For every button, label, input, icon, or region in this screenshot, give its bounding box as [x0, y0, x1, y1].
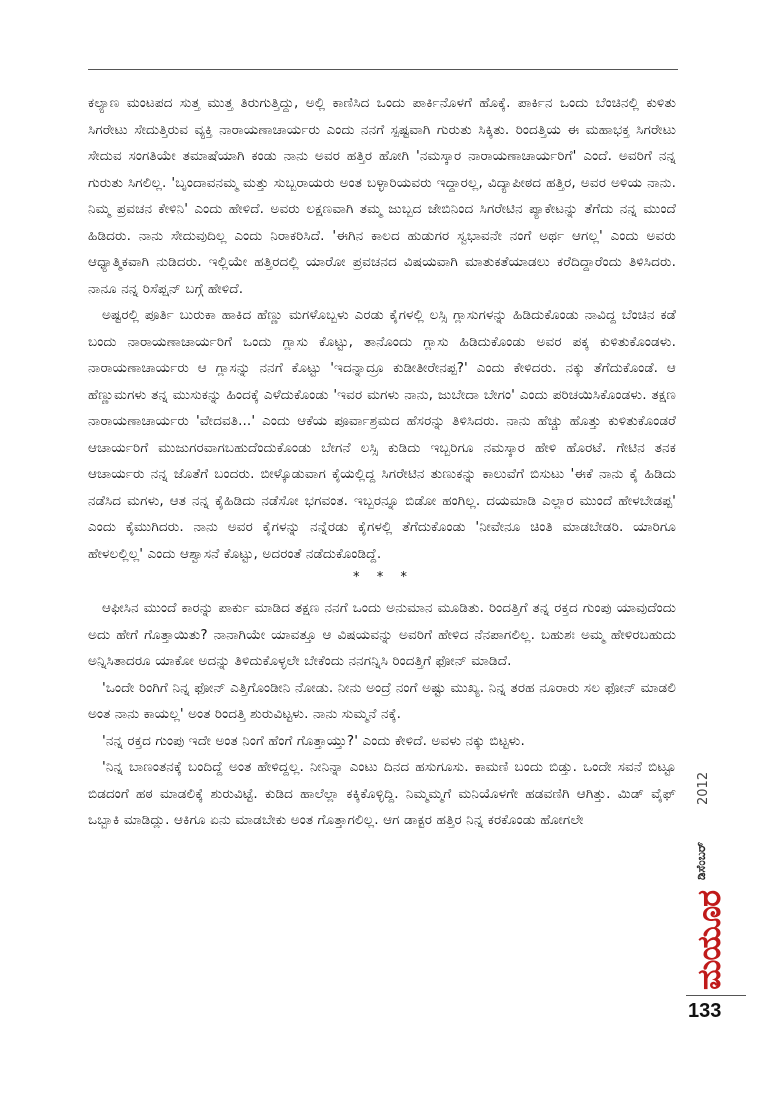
paragraph-4: 'ಒಂದೇ ರಿಂಗಿಗೆ ನಿನ್ನ ಫೋನ್ ಎತ್ತಿಗೊಂಡೀನಿ ನೋಡು. ನೀನು ಅಂದ್ರೆ ನಂಗೆ ಅಷ್ಟು ಮುಖ್ಯ. ನಿನ್ನ ತರಹ ನೂರಾರು ಸಲ ಫೋನ್ ಮಾಡಲಿ ಅಂತ ನಾನು ಕಾಯಲ್ಲ' ಅಂತ ರಿಂದತ್ತಿ ಶುರುವಿಟ್ಟಳು. ನಾನು ಸುಮ್ಮನೆ ನಕ್ಕೆ. — [88, 679, 676, 722]
footer-rule — [686, 995, 746, 996]
paragraph-1: ಕಲ್ಯಾಣ ಮಂಟಪದ ಸುತ್ತ ಮುತ್ತ ತಿರುಗುತ್ತಿದ್ದು, ಅಲ್ಲಿ ಕಾಣಿಸಿದ ಒಂದು ಪಾರ್ಕಿನೊಳಗೆ ಹೊಕ್ಕೆ. ಪಾರ್ಕಿನ ಒಂದು ಬೆಂಚಿನಲ್ಲಿ ಕುಳಿತು ಸಿಗರೇಟು ಸೇದುತ್ತಿರುವ ವ್ಯಕ್ತಿ ನಾರಾಯಣಾಚಾರ್ಯರು ಎಂದು ನನಗೆ ಸ್ಪಷ್ಟವಾಗಿ ಗುರುತು ಸಿಕ್ಕಿತು. ರಿಂದತ್ತಿಯ ಈ ಮಹಾಭಕ್ತ ಸಿಗರೇಟು ಸೇದುವ ಸಂಗತಿಯೇ ತಮಾಷೆಯಾಗಿ ಕಂಡು ನಾನು ಅವರ ಹತ್ತಿರ ಹೋಗಿ 'ನಮಸ್ಕಾರ ನಾರಾಯಣಾಚಾರ್ಯರಿಗೆ' ಎಂದೆ. ಅವರಿಗೆ ನನ್ನ ಗುರುತು ಸಿಗಲಿಲ್ಲ. 'ಬೃಂದಾವನಮ್ಮ ಮತ್ತು ಸುಬ್ಬರಾಯರು ಅಂತ ಬಳ್ಳಾರಿಯವರು ಇದ್ದಾರಲ್ಲ, ವಿದ್ಯಾಪೀಠದ ಹತ್ತಿರ, ಅವರ ಅಳಿಯ ನಾನು. ನಿಮ್ಮ ಪ್ರವಚನ ಕೇಳಿನಿ' ಎಂದು ಹೇಳಿದೆ. ಅವರು ಲಕ್ಷಣವಾಗಿ ತಮ್ಮ ಜುಬ್ಬದ ಜೇಬಿನಿಂದ ಸಿಗರೇಟಿನ ಪ್ಯಾಕೇಟನ್ನು ತೆಗೆದು ನನ್ನ ಮುಂದೆ ಹಿಡಿದರು. ನಾನು ಸೇದುವುದಿಲ್ಲ ಎಂದು ನಿರಾಕರಿಸಿದೆ. 'ಈಗಿನ ಕಾಲದ ಹುಡುಗರ ಸ್ವಭಾವನೇ ನಂಗೆ ಅರ್ಥ ಆಗಲ್ಲ' ಎಂದು ಅವರು ಆಧ್ಯಾತ್ಮಿಕವಾಗಿ ನುಡಿದರು. ಇಲ್ಲಿಯೇ ಹತ್ತಿರದಲ್ಲಿ ಯಾರೋ ಪ್ರವಚನದ ವಿಷಯವಾಗಿ ಮಾತುಕತೆಯಾಡಲು ಕರೆದಿದ್ದಾರೆಂದು ತಿಳಿಸಿದರು. ನಾನೂ ನನ್ನ ರಿಸೆಪ್ಷನ್ ಬಗ್ಗೆ ಹೇಳಿದೆ. — [88, 95, 676, 297]
issue-year: 2012 — [696, 771, 711, 805]
paragraph-5: 'ನನ್ನ ರಕ್ತದ ಗುಂಪು ಇದೇ ಅಂತ ನಿಂಗೆ ಹೆಂಗೆ ಗೊತ್ತಾಯ್ತು?' ಎಂದು ಕೇಳಿದೆ. ಅವಳು ನಕ್ಕು ಬಿಟ್ಟಳು. — [102, 732, 525, 749]
article-body — [88, 90, 676, 834]
top-rule — [88, 69, 678, 70]
paragraph-6: 'ನಿನ್ನ ಬಾಣಂತನಕ್ಕೆ ಬಂದಿದ್ದೆ ಅಂತ ಹೇಳಿದ್ದಲ್ಲ. ನೀನಿನ್ನಾ ಎಂಟು ದಿನದ ಹಸುಗೂಸು. ಕಾಮಣಿ ಬಂದು ಬಿಡ್ತು. ಒಂದೇ ಸವನೆ ಬಿಟ್ಟೂ ಬಿಡದಂಗೆ ಹಠ ಮಾಡಲಿಕ್ಕೆ ಶುರುವಿಟ್ಟೆ. ಕುಡಿದ ಹಾಲೆಲ್ಲಾ ಕಕ್ಕಿಕೊಳ್ಳಿದ್ದಿ. ನಿಮ್ಮಮ್ಮಗೆ ಮನಿಯೊಳಗೇ ಹಡವಣಿಗಿ ಆಗಿತ್ತು. ಮಿಡ್ ವೈಫ್ ಒಬ್ಬಾಕಿ ಮಾಡಿದ್ಲು. ಆಕಿಗೂ ಏನು ಮಾಡಬೇಕು ಅಂತ ಗೊತ್ತಾಗಲಿಲ್ಲ. ಆಗ ಡಾಕ್ಟರ ಹತ್ತಿರ ನಿನ್ನ ಕರಕೊಂಡು ಹೋಗಲೇ — [88, 759, 676, 828]
magazine-logo: ಮಯೂರ — [690, 890, 728, 990]
paragraph-2: ಅಷ್ಟರಲ್ಲಿ ಪೂರ್ತಿ ಬುರುಕಾ ಹಾಕಿದ ಹೆಣ್ಣು ಮಗಳೊಬ್ಬಳು ಎರಡು ಕೈಗಳಲ್ಲಿ ಲಸ್ಸಿ ಗ್ಲಾಸುಗಳನ್ನು ಹಿಡಿದುಕೊಂಡು ನಾವಿದ್ದ ಬೆಂಚಿನ ಕಡೆ ಬಂದು ನಾರಾಯಣಾಚಾರ್ಯರಿಗೆ ಒಂದು ಗ್ಲಾಸು ಕೊಟ್ಟು, ತಾನೊಂದು ಗ್ಲಾಸು ಹಿಡಿದುಕೊಂಡು ಅವರ ಪಕ್ಕ ಕುಳಿತುಕೊಂಡಳು. ನಾರಾಯಣಾಚಾರ್ಯರು ಆ ಗ್ಲಾಸನ್ನು ನನಗೆ ಕೊಟ್ಟು 'ಇದನ್ನಾದ್ರೂ ಕುಡೀತೀರೇನಪ್ಪ?' ಎಂದು ಕೇಳಿದರು. ನಕ್ಕು ತೆಗೆದುಕೊಂಡೆ. ಆ ಹೆಣ್ಣುಮಗಳು ತನ್ನ ಮುಸುಕನ್ನು ಹಿಂದಕ್ಕೆ ಎಳೆದುಕೊಂಡು 'ಇವರ ಮಗಳು ನಾನು, ಜುಬೇದಾ ಬೇಗಂ' ಎಂದು ಪರಿಚಯಿಸಿಕೊಂಡಳು. ತಕ್ಷಣ ನಾರಾಯಣಾಚಾರ್ಯರು 'ವೇದವತಿ...' ಎಂದು ಆಕೆಯ ಪೂರ್ವಾಶ್ರಮದ ಹೆಸರನ್ನು ತಿಳಿಸಿದರು. ನಾನು ಹೆಚ್ಚು ಹೊತ್ತು ಕುಳಿತುಕೊಂಡರೆ ಆಚಾರ್ಯರಿಗೆ ಮುಜುಗರವಾಗಬಹುದೆಂದುಕೊಂಡು ಬೇಗನೆ ಲಸ್ಸಿ ಕುಡಿದು ಇಬ್ಬರಿಗೂ ನಮಸ್ಕಾರ ಹೇಳಿ ಹೊರಟೆ. ಗೇಟಿನ ತನಕ ಆಚಾರ್ಯರು ನನ್ನ ಜೊತೆಗೆ ಬಂದರು. ಬೀಳ್ಕೊಡುವಾಗ ಕೈಯಲ್ಲಿದ್ದ ಸಿಗರೇಟಿನ ತುಣುಕನ್ನು ಕಾಲುವೆಗೆ ಬಿಸುಟು 'ಈಕೆ ನಾನು ಕೈ ಹಿಡಿದು ನಡೆಸಿದ ಮಗಳು, ಆತ ನನ್ನ ಕೈಹಿಡಿದು ನಡೆಸೋ ಭಗವಂತ. ಇಬ್ಬರನ್ನೂ ಬಿಡೋ ಹಂಗಿಲ್ಲ. ದಯಮಾಡಿ ಎಲ್ಲಾರ ಮುಂದೆ ಹೇಳಬೇಡಪ್ಪ' ಎಂದು ಕೈಮುಗಿದರು. ನಾನು ಅವರ ಕೈಗಳನ್ನು ನನ್ನೆರಡು ಕೈಗಳಲ್ಲಿ ತೆಗೆದುಕೊಂಡು 'ನೀವೇನೂ ಚಿಂತಿ ಮಾಡಬೇಡರಿ. ಯಾರಿಗೂ ಹೇಳಲಲ್ಲಿಲ್ಲ' ಎಂದು ಆಶ್ವಾಸನೆ ಕೊಟ್ಟು, ಅದರಂತೆ ನಡೆದುಕೊಂಡಿದ್ದೆ. — [88, 307, 676, 562]
issue-month: ಡಿಸೆಂಬರ್ — [694, 841, 708, 880]
section-separator: * * * — [352, 570, 412, 585]
paragraph-3: ಆಫೀಸಿನ ಮುಂದೆ ಕಾರನ್ನು ಪಾರ್ಕು ಮಾಡಿದ ತಕ್ಷಣ ನನಗೆ ಒಂದು ಅನುಮಾನ ಮೂಡಿತು. ರಿಂದತ್ತಿಗೆ ತನ್ನ ರಕ್ತದ ಗುಂಪು ಯಾವುದೆಂದು ಅದು ಹೇಗೆ ಗೊತ್ತಾಯಿತು? ನಾನಾಗಿಯೇ ಯಾವತ್ತೂ ಆ ವಿಷಯವನ್ನು ಅವರಿಗೆ ಹೇಳಿದ ನೆನಪಾಗಲಿಲ್ಲ. ಬಹುಶಃ ಅಮ್ಮ ಹೇಳಿರಬಹುದು ಅನ್ನಿಸಿತಾದರೂ ಯಾಕೋ ಅದನ್ನು ತಿಳಿದುಕೊಳ್ಳಲೇ ಬೇಕೆಂದು ನನಗನ್ನಿಸಿ ರಿಂದತ್ತಿಗೆ ಫೋನ್ ಮಾಡಿದೆ. — [88, 600, 676, 669]
page-number: 133 — [688, 1000, 722, 1022]
